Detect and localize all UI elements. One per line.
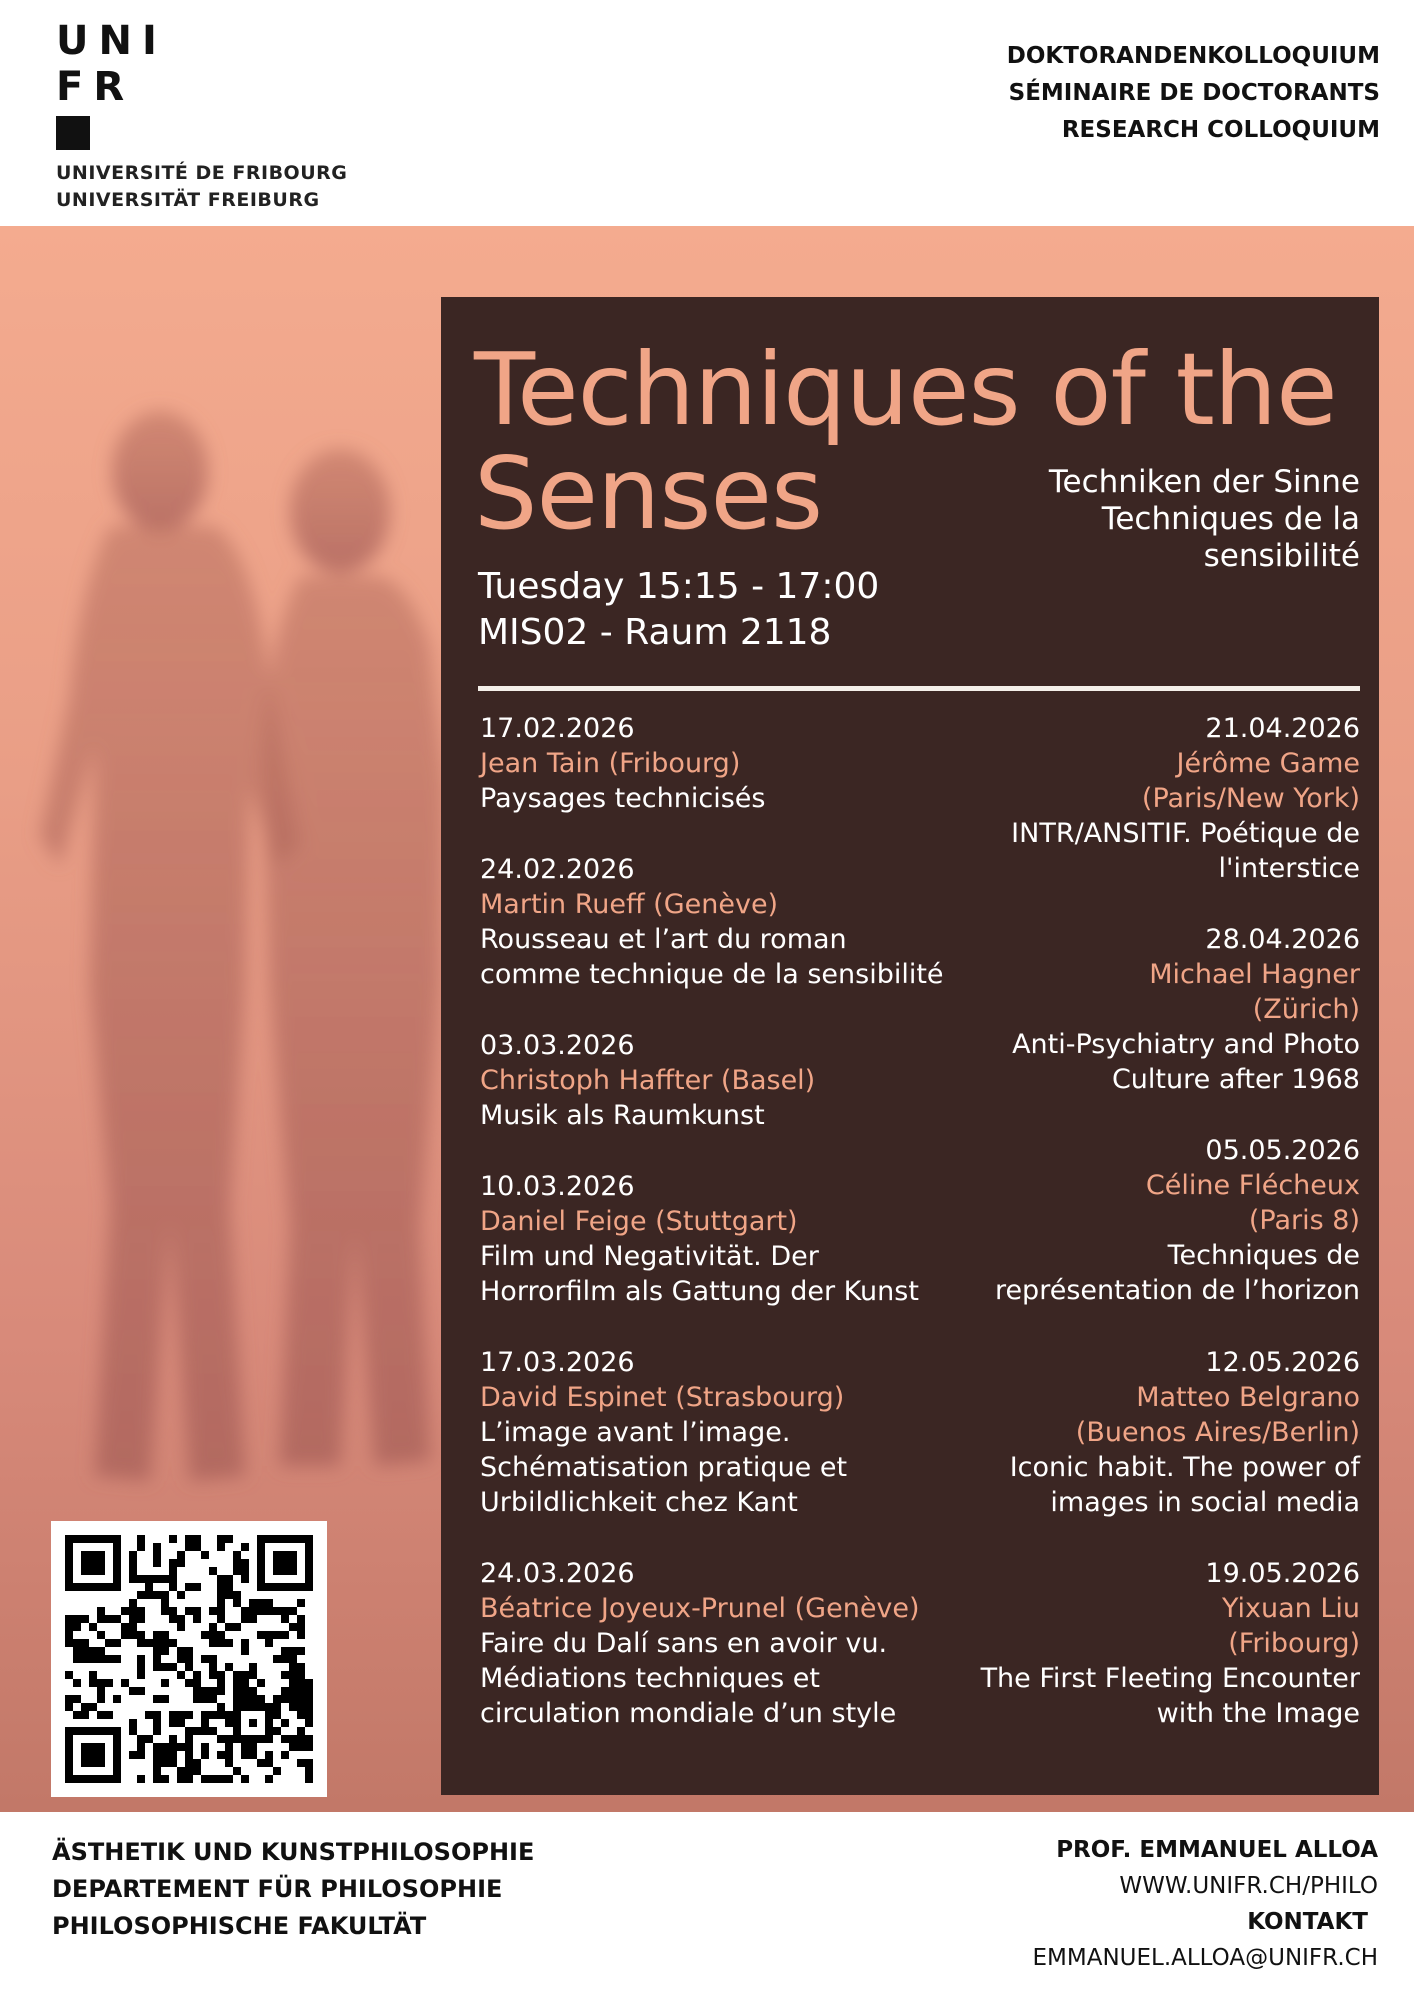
event-title-line-2: Senses (474, 435, 823, 552)
divider (478, 686, 1360, 691)
website-link[interactable]: WWW.UNIFR.CH/PHILO (1119, 1873, 1378, 1899)
session-speaker: Matteo Belgrano (Buenos Aires/Berlin) (1075, 1382, 1360, 1448)
session-item (930, 922, 1360, 1097)
session-date: 28.04.2026 (1205, 924, 1360, 955)
session-speaker: David Espinet (Strasbourg) (480, 1382, 845, 1413)
event-title-line-1: Techniques of the (474, 331, 1337, 448)
series-title-fr: SÉMINAIRE DE DOCTORANTS (1008, 80, 1380, 106)
session-item (480, 852, 960, 992)
event-schedule (478, 564, 879, 656)
contact-label: KONTAKT (1247, 1909, 1368, 1935)
session-date: 12.05.2026 (1205, 1347, 1360, 1378)
event-place: MIS02 - Raum 2118 (478, 612, 832, 653)
series-title-de: DOKTORANDENKOLLOQUIUM (1006, 43, 1380, 69)
logo-square (56, 116, 90, 150)
university-names (56, 160, 347, 214)
session-item (930, 1556, 1360, 1731)
session-speaker: Christoph Haffter (Basel) (480, 1065, 816, 1096)
logo-line-1: UNI (56, 18, 167, 64)
session-item (480, 1556, 960, 1731)
session-item (930, 711, 1360, 886)
logo-line-2: FR (56, 64, 135, 110)
session-date: 10.03.2026 (480, 1171, 635, 1202)
alt-title-de: Techniken der Sinne (1048, 464, 1360, 500)
department-info (52, 1834, 534, 1945)
session-talk: Anti-Psychiatry and Photo Culture after 1968 (1012, 1029, 1360, 1095)
session-date: 24.03.2026 (480, 1558, 635, 1589)
event-time: Tuesday 15:15 - 17:00 (478, 566, 880, 607)
session-item (480, 1169, 960, 1309)
session-date: 24.02.2026 (480, 854, 635, 885)
session-date: 19.05.2026 (1205, 1558, 1360, 1589)
session-talk: Rousseau et l’art du roman comme technique de la sensibilité (480, 924, 944, 990)
session-speaker: Jean Tain (Fribourg) (480, 748, 741, 779)
qr-code-icon[interactable] (51, 1521, 327, 1797)
session-talk: INTR/ANSITIF. Poétique de l'interstice (1011, 818, 1360, 884)
session-speaker: Martin Rueff (Genève) (480, 889, 779, 920)
session-speaker: Michael Hagner (Zürich) (1149, 959, 1360, 1025)
university-name-fr: UNIVERSITÉ DE FRIBOURG (56, 162, 348, 184)
session-talk: Film und Negativität. Der Horrorfilm als Gattung der Kunst (480, 1241, 919, 1307)
session-talk: Paysages technicisés (480, 783, 766, 814)
session-item (480, 711, 960, 816)
session-talk: Faire du Dalí sans en avoir vu. Médiations techniques et circulation mondiale d’un style (480, 1628, 897, 1729)
session-speaker: Daniel Feige (Stuttgart) (480, 1206, 798, 1237)
department-line-1: ÄSTHETIK UND KUNSTPHILOSOPHIE (52, 1838, 535, 1866)
session-speaker: Béatrice Joyeux-Prunel (Genève) (480, 1593, 920, 1624)
session-date: 05.05.2026 (1205, 1135, 1360, 1166)
alt-title-fr-1: Techniques de la (1101, 501, 1360, 537)
session-talk: Techniques de représentation de l’horizon (994, 1240, 1360, 1306)
session-item (930, 1133, 1360, 1308)
session-talk: Iconic habit. The power of images in social media (1009, 1452, 1360, 1518)
series-title-en: RESEARCH COLLOQUIUM (1061, 117, 1380, 143)
series-title (1007, 38, 1380, 149)
event-alt-titles (1049, 464, 1360, 575)
qr-code-pattern (65, 1535, 313, 1783)
contact-info (1032, 1832, 1378, 1976)
university-name-de: UNIVERSITÄT FREIBURG (56, 189, 320, 211)
alt-title-fr-2: sensibilité (1203, 538, 1360, 574)
unifr-logo (56, 18, 167, 150)
session-speaker: Jérôme Game (Paris/New York) (1141, 748, 1360, 814)
session-talk: L’image avant l’image. Schématisation pratique et Urbildlichkeit chez Kant (480, 1417, 848, 1518)
session-date: 03.03.2026 (480, 1030, 635, 1061)
department-line-3: PHILOSOPHISCHE FAKULTÄT (52, 1912, 427, 1940)
session-speaker: Yixuan Liu (Fribourg) (1221, 1593, 1360, 1659)
session-talk: Musik als Raumkunst (480, 1100, 765, 1131)
session-speaker: Céline Flécheux (Paris 8) (1145, 1170, 1360, 1236)
session-item (930, 1345, 1360, 1520)
session-item (480, 1345, 960, 1520)
session-date: 21.04.2026 (1205, 713, 1360, 744)
session-item (480, 1028, 960, 1133)
email-link[interactable]: EMMANUEL.ALLOA@UNIFR.CH (1032, 1945, 1378, 1971)
session-date: 17.02.2026 (480, 713, 635, 744)
professor-name: PROF. EMMANUEL ALLOA (1056, 1837, 1378, 1863)
department-line-2: DEPARTEMENT FÜR PHILOSOPHIE (52, 1875, 503, 1903)
session-talk: The First Fleeting Encounter with the Image (980, 1663, 1360, 1729)
session-date: 17.03.2026 (480, 1347, 635, 1378)
